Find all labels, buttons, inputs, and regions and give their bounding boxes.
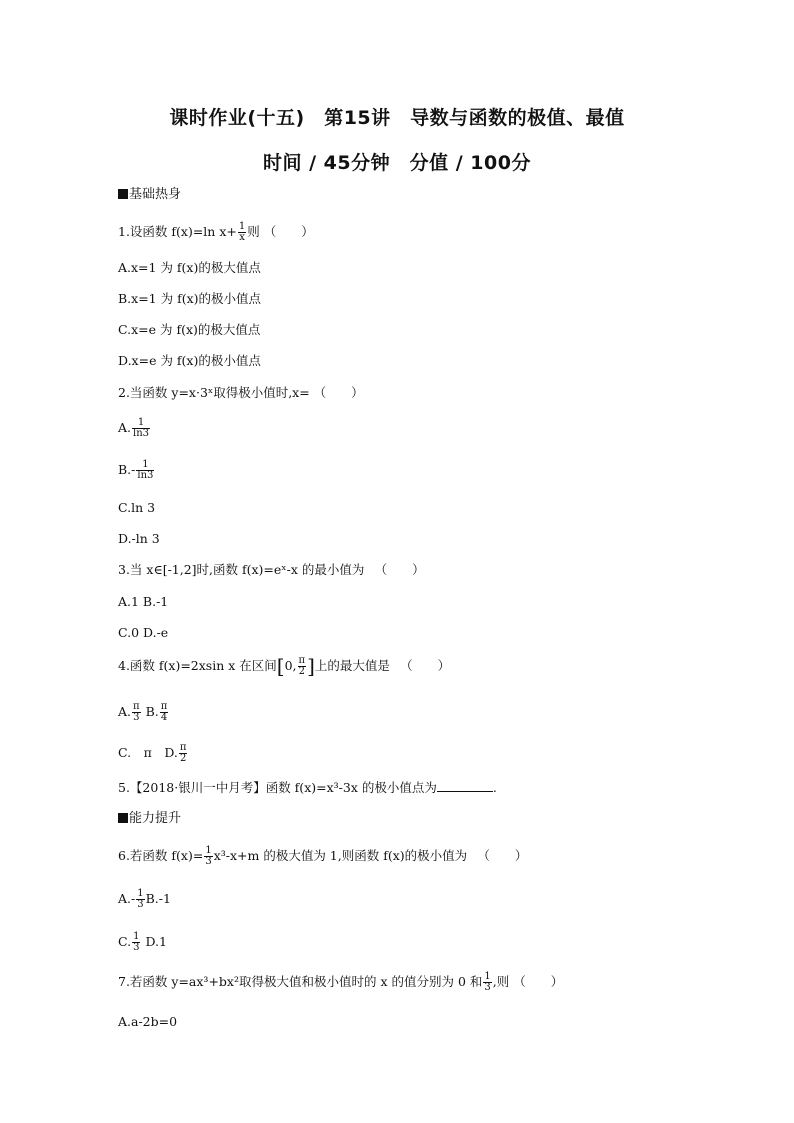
q1-option-c: C.x=e 为 f(x)的极大值点 (118, 322, 261, 337)
q7-option-a: A.a-2b=0 (118, 1014, 178, 1029)
q1-option-d: D.x=e 为 f(x)的极小值点 (118, 353, 261, 368)
square-bullet-icon (118, 813, 128, 823)
q2-option-c: C.ln 3 (118, 500, 156, 515)
question-3: 3.当 x∈[-1,2]时,函数 f(x)=eˣ-x 的最小值为 （ ） (118, 562, 425, 577)
fraction: $\frac{1}{x}$ (238, 221, 246, 243)
question-4: 4.函数 f(x)=2xsin x 在区间[0, $\frac{\pi}{2}$ ]上的最大值是 （ ） (118, 654, 451, 678)
section-advanced: 能力提升 (118, 811, 181, 827)
q6-options-cd: C. $\frac{1}{3}$ D.1 (118, 931, 167, 953)
q3-options-cd: C.0 D.-e (118, 625, 169, 640)
page-subtitle: 时间 / 45分钟 分值 / 100分 (263, 152, 531, 174)
question-7: 7.若函数 y=ax³+bx²取得极大值和极小值时的 x 的值分别为 0 和 $\frac{1}{3}$ ,则 （ ） (118, 971, 564, 993)
q2-option-b: B.- $\frac{1}{\ln 3}$ (118, 459, 154, 481)
q4-options-cd: C. π D. $\frac{\pi}{2}$ (118, 742, 187, 764)
question-1: 1.设函数 f(x)=ln x+ $\frac{1}{x}$ 则 （ ） (118, 221, 314, 243)
q6-options-ab: A.- $\frac{1}{3}$ B.-1 (118, 888, 171, 910)
q2-option-a: A. $\frac{1}{\ln 3}$ (118, 417, 150, 439)
section-basic: 基础热身 (118, 187, 181, 203)
q1-option-a: A.x=1 为 f(x)的极大值点 (118, 260, 261, 275)
page-title: 课时作业(十五) 第15讲 导数与函数的极值、最值 (169, 107, 625, 129)
question-6: 6.若函数 f(x)= $\frac{1}{3}$ x³-x+m 的极大值为 1,则函数 f(x)的极小值为 （ ） (118, 845, 528, 867)
square-bullet-icon (118, 189, 128, 199)
q2-option-d: D.-ln 3 (118, 531, 160, 546)
question-2: 2.当函数 y=x·3ˣ取得极小值时,x= （ ） (118, 385, 364, 400)
q3-options-ab: A.1 B.-1 (118, 594, 169, 609)
q4-options-ab: A. $\frac{\pi}{3}$ B. $\frac{\pi}{4}$ (118, 701, 168, 723)
answer-blank (437, 781, 493, 792)
question-5: 5.【2018·银川一中月考】函数 f(x)=x³-3x 的极小值点为 . (118, 780, 497, 795)
q1-option-b: B.x=1 为 f(x)的极小值点 (118, 291, 262, 306)
